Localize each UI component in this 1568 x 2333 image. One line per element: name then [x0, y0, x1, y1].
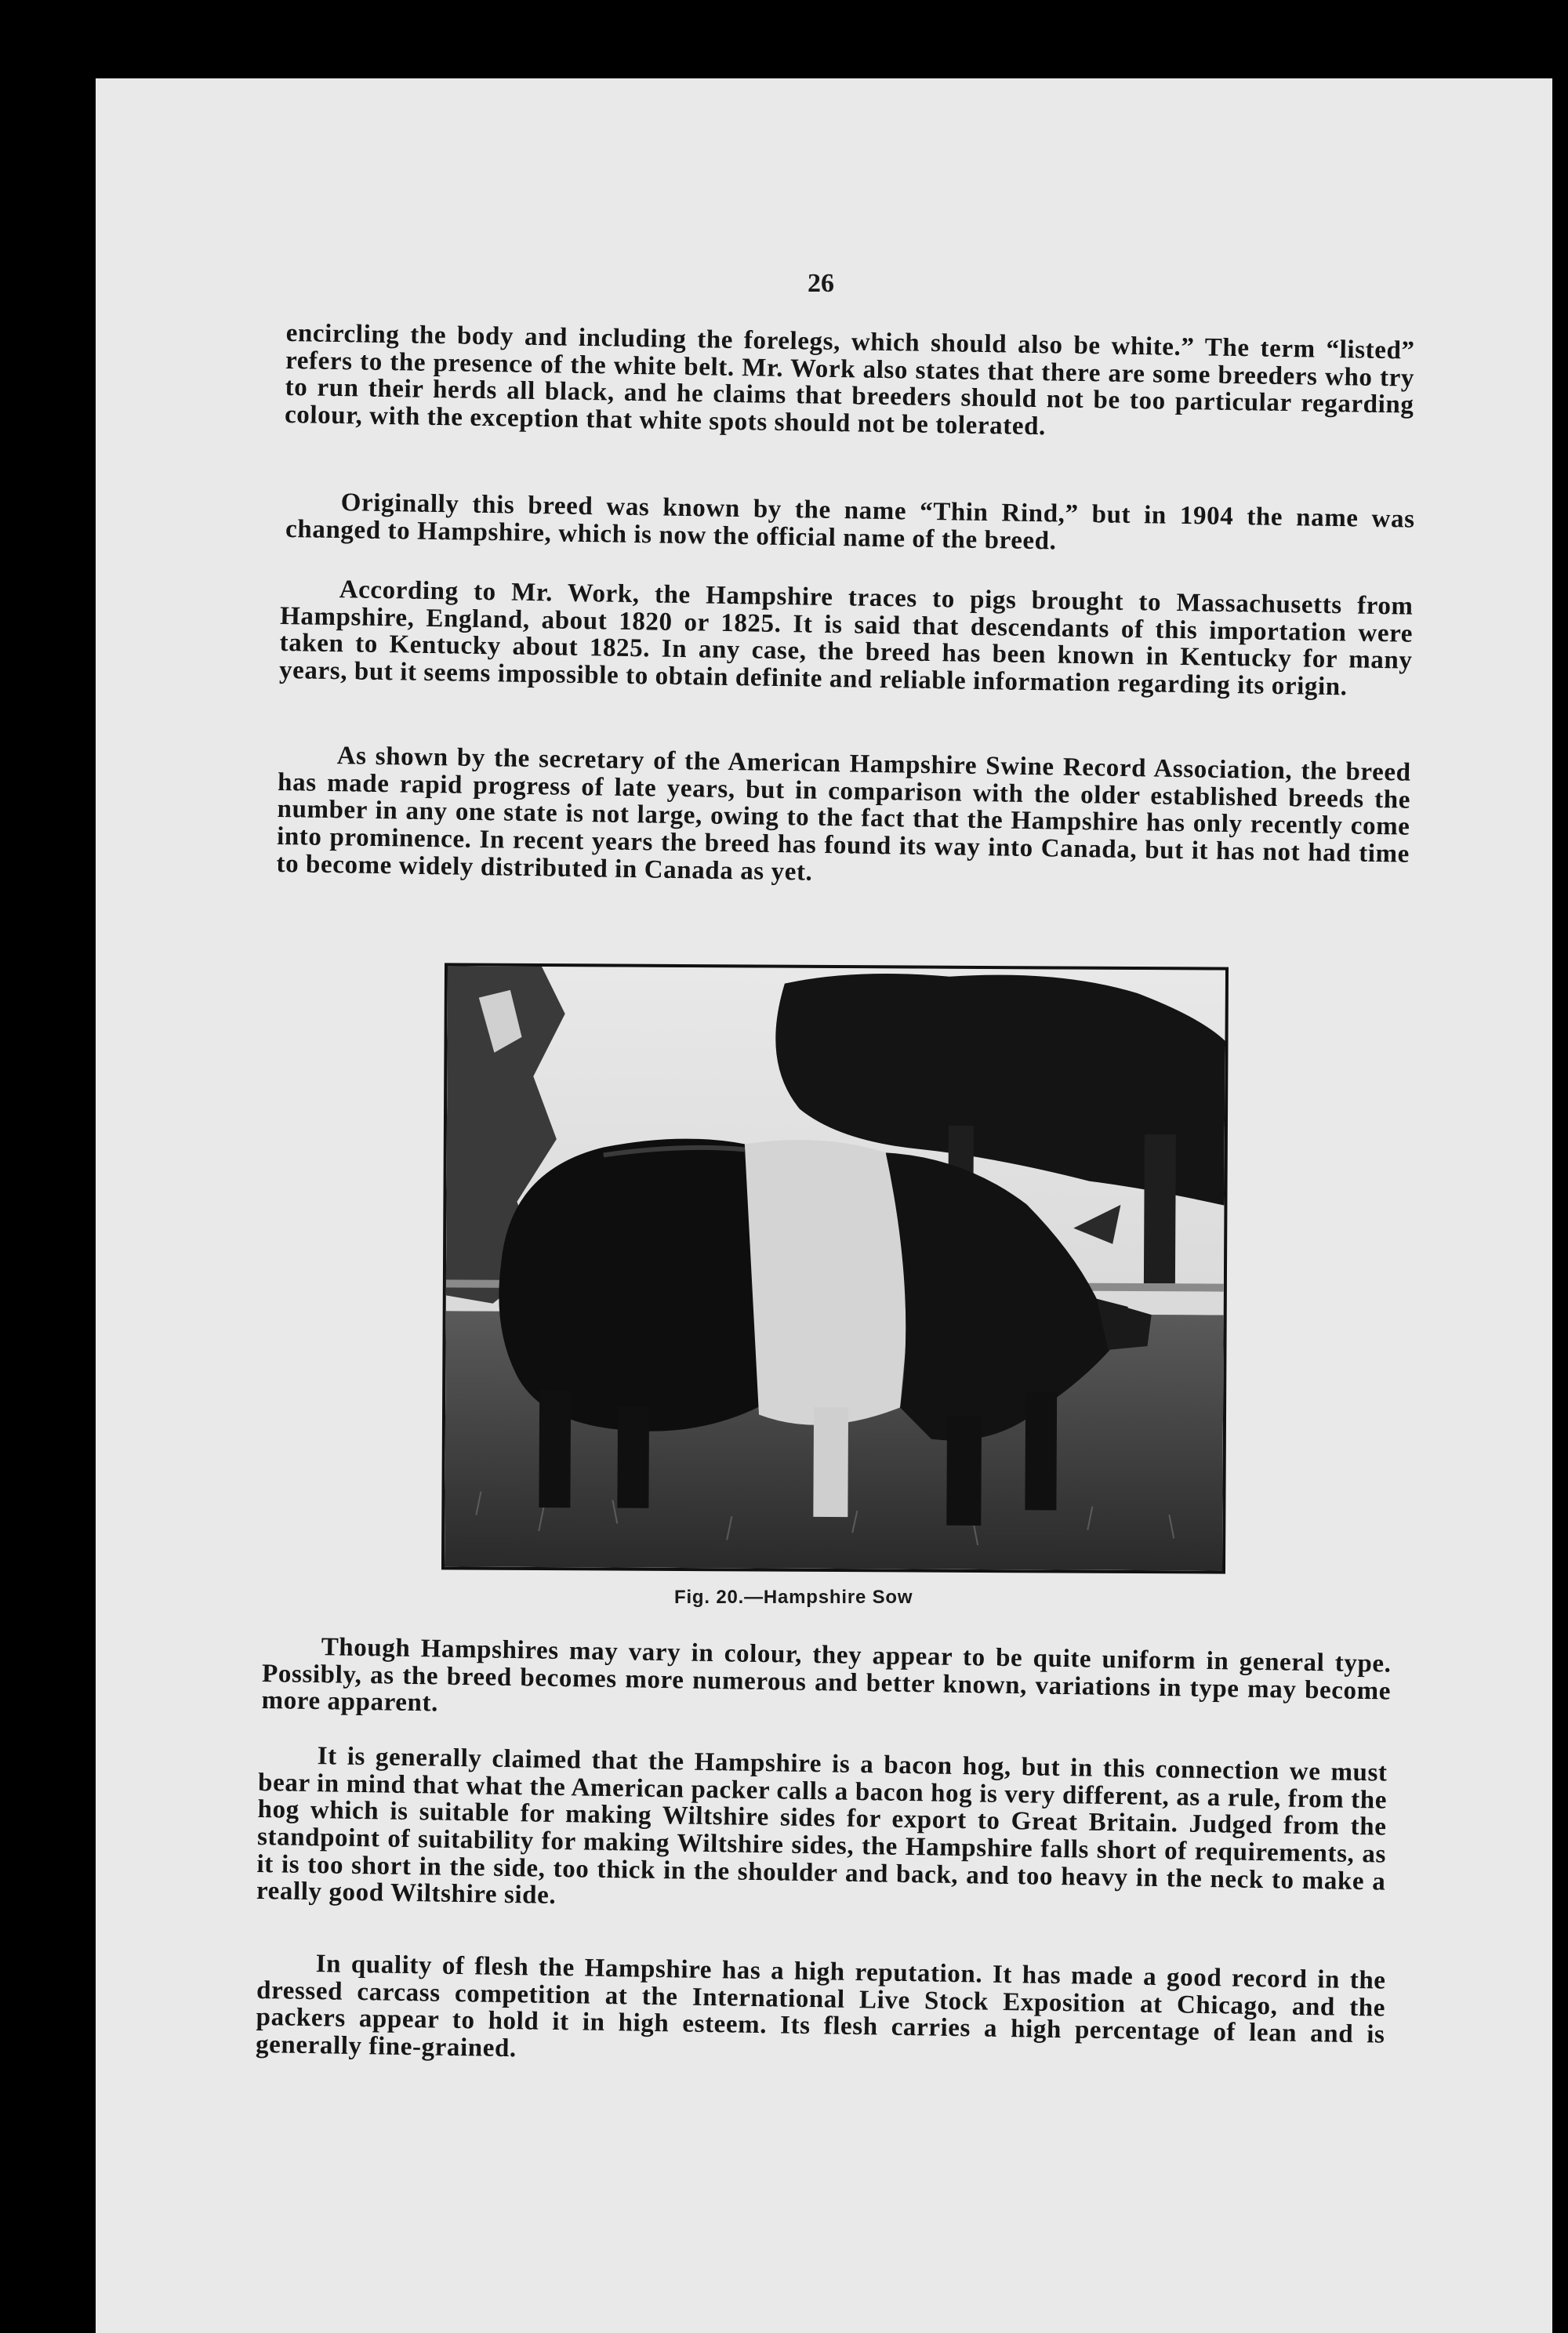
paragraph-4: As shown by the secretary of the American Hampshire Swine Record Association, the breed has made rapid progress of late years, but in comparison with the older established breeds the number in any one state is not large, owing to the fact that the Hampshire has only recently come into prominence. In recent years the breed has found its way into Canada, but it has not had time to become widely distributed in Canada as yet. [276, 742, 1411, 887]
paragraph-1: encircling the body and including the forelegs, which should also be white.” The term “listed” refers to the presence of the white belt. Mr. Work also states that there are some breeders who try to run their herds all black, and he claims that breeders should not be too particular regarding colour, with the exception that white spots should not be tolerated. [284, 319, 1415, 441]
page-number: 26 [808, 269, 834, 298]
figure-caption: Fig. 20.—Hampshire Sow [674, 1587, 913, 1608]
paragraph-3: According to Mr. Work, the Hampshire traces to pigs brought to Massachusetts from Hampshire, England, about 1820 or 1825. It is said that descendants of this importation were taken to Kentucky about 1825. In any case, the breed has been known in Kentucky for many years, but it seems impossible to obtain definite and reliable information regarding its origin. [278, 575, 1414, 702]
paragraph-7: In quality of flesh the Hampshire has a high reputation. It has made a good record in the dressed carcass competition at the International Live Stock Exposition at Chicago, and the packers appear to hold it in high esteem. Its flesh carries a high percentage of lean and is generally fine-grained. [255, 1950, 1386, 2063]
paragraph-5: Though Hampshires may vary in colour, they appear to be quite uniform in general type. Possibly, as the breed becomes more numerous and better known, variations in type may become more apparent. [261, 1633, 1392, 1718]
photo-illustration [445, 966, 1225, 1570]
paragraph-6: It is generally claimed that the Hampshire is a bacon hog, but in this connection we must bear in mind that what the American packer calls a bacon hog is very different, as a rule, from the hog which is suitable for making Wiltshire sides for export to Great Britain. Judged from the standpoint of suitability for making Wiltshire sides, the Hampshire falls short of requirements, as it is too short in the side, too thick in the shoulder and back, and too heavy in the neck to make a really good Wiltshire side. [256, 1742, 1388, 1910]
paragraph-2: Originally this breed was known by the name “Thin Rind,” but in 1904 the name was changed to Hampshire, which is now the official name of the breed. [285, 488, 1415, 556]
hampshire-sow-photo [441, 963, 1229, 1573]
